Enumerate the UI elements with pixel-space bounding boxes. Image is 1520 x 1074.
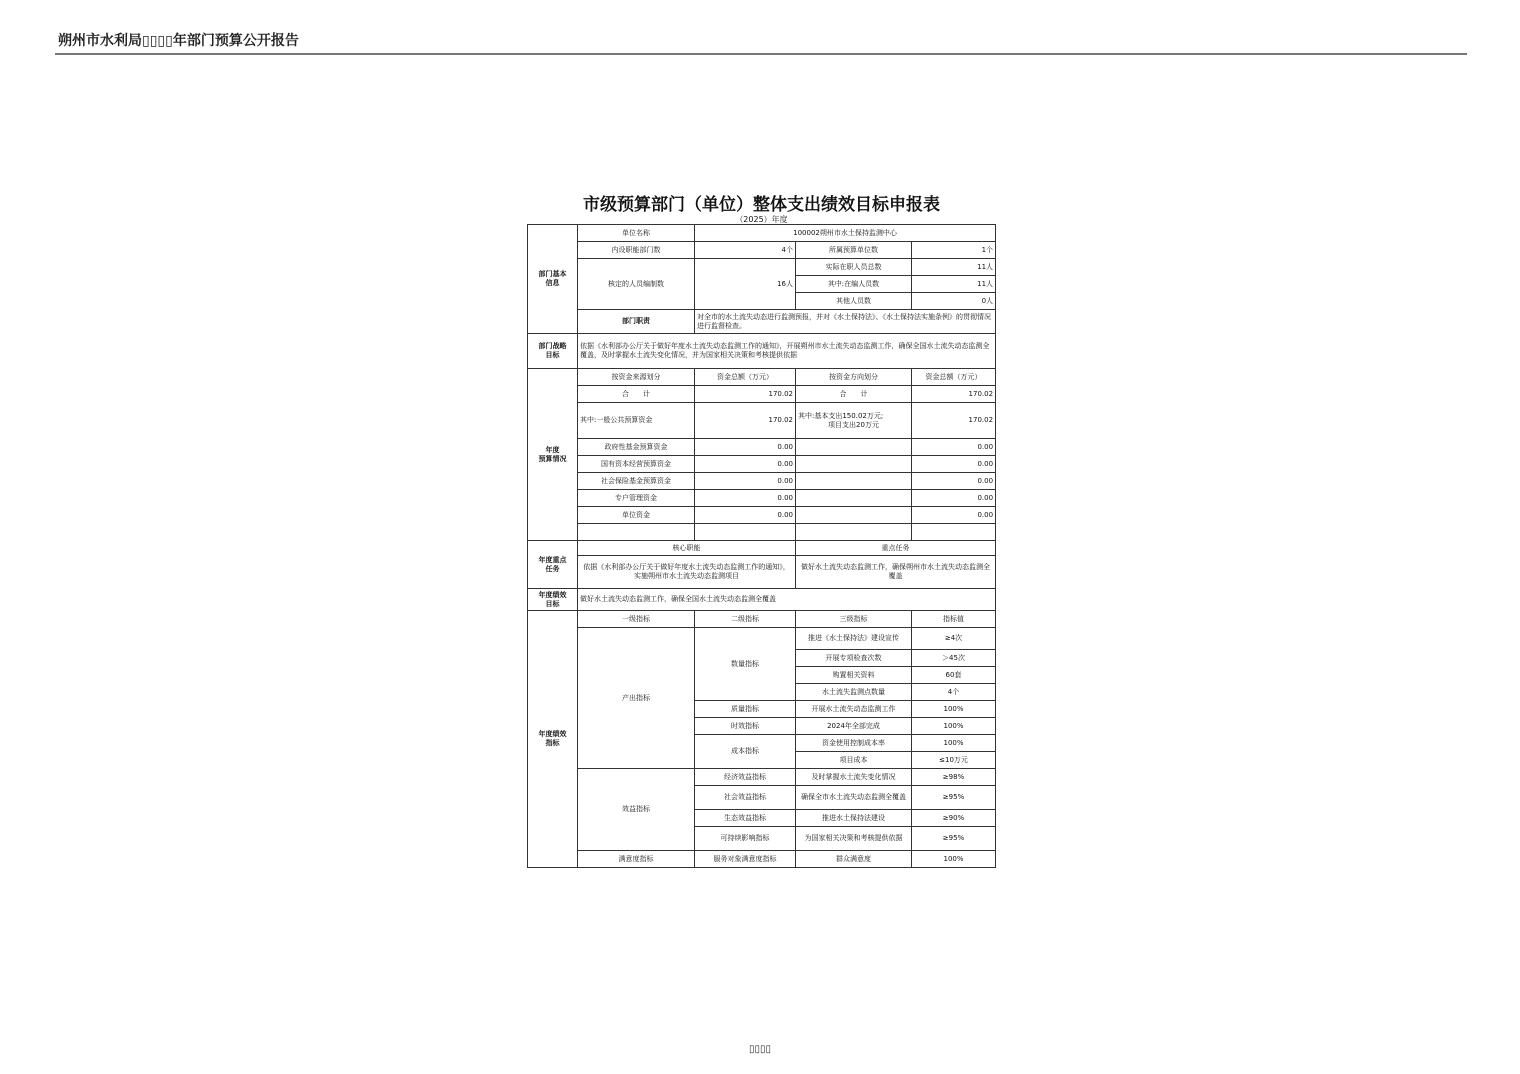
budget-header-source: 按资金来源划分 — [578, 369, 695, 386]
budget-row-value-2: 0.00 — [912, 456, 996, 473]
general-budget-label: 其中:一般公共预算资金 — [578, 403, 695, 439]
header-divider — [55, 53, 1467, 55]
staff-quota-value: 16人 — [695, 259, 796, 310]
table-row — [528, 524, 996, 541]
budget-row-value-2 — [912, 524, 996, 541]
report-header-title: 朔州市水利局▯▯▯▯年部门预算公开报告 — [58, 33, 299, 49]
page-number: ▯▯▯▯ — [748, 1044, 771, 1055]
budget-header-amount-2: 资金总额（万元） — [912, 369, 996, 386]
indicator-name: 开展水土流失动态监测工作 — [796, 701, 912, 718]
budget-row-empty — [796, 524, 912, 541]
basic-info-label: 部门基本 信息 — [528, 225, 578, 334]
performance-target-table — [527, 224, 996, 868]
timeliness-indicator-label: 时效指标 — [695, 718, 796, 735]
internal-dept-label: 内设职能部门数 — [578, 242, 695, 259]
general-budget-value: 170.02 — [695, 403, 796, 439]
table-row — [528, 259, 996, 276]
satisfaction-indicator-label: 满意度指标 — [578, 851, 695, 868]
table-row — [528, 490, 996, 507]
table-row — [528, 439, 996, 456]
indicator-name: 及时掌握水土流失变化情况 — [796, 769, 912, 786]
budget-row-empty — [796, 456, 912, 473]
basic-expense-text: 其中:基本支出150.02万元; — [798, 411, 884, 420]
key-task-header: 重点任务 — [796, 541, 996, 556]
unit-name-value: 100002朔州市水土保持监测中心 — [695, 225, 996, 242]
budget-row-value-2: 0.00 — [912, 473, 996, 490]
indicator-name: 资金使用控制成本率 — [796, 735, 912, 752]
goal-label: 年度绩效 目标 — [528, 589, 578, 611]
indicator-value: ≥95% — [912, 786, 996, 810]
core-function-text: 依据《水利部办公厅关于做好年度水土流失动态监测工作的通知》，实施朔州市水土流失动态监测项目 — [578, 556, 796, 589]
indicator-level2: 服务对象满意度指标 — [695, 851, 796, 868]
indicator-value: ≥95% — [912, 827, 996, 851]
actual-staff-label: 实际在职人员总数 — [796, 259, 912, 276]
budget-row-value: 0.00 — [695, 456, 796, 473]
budget-row-empty — [796, 473, 912, 490]
indicator-level2: 可持续影响指标 — [695, 827, 796, 851]
sub-units-label: 所属预算单位数 — [796, 242, 912, 259]
table-row — [528, 769, 996, 786]
table-row — [528, 386, 996, 403]
tasks-label: 年度重点 任务 — [528, 541, 578, 589]
table-row — [528, 589, 996, 611]
indicator-value: ≥98% — [912, 769, 996, 786]
indicators-label: 年度绩效 指标 — [528, 611, 578, 868]
table-row — [528, 242, 996, 259]
sub-units-value: 1个 — [912, 242, 996, 259]
duty-label: 部门职责 — [578, 310, 695, 334]
benefit-indicator-label: 效益指标 — [578, 769, 695, 851]
table-row — [528, 310, 996, 334]
budget-row-value: 0.00 — [695, 490, 796, 507]
budget-row-value: 0.00 — [695, 439, 796, 456]
table-row — [528, 369, 996, 386]
budget-row-value-2: 0.00 — [912, 439, 996, 456]
indicator-header-level2: 二级指标 — [695, 611, 796, 628]
indicator-header-level3: 三级指标 — [796, 611, 912, 628]
form-year: （2025）年度 — [735, 215, 788, 224]
indicator-value: 100% — [912, 718, 996, 735]
indicator-value: ＞45次 — [912, 650, 996, 667]
budget-total-value-2: 170.02 — [912, 386, 996, 403]
table-row — [528, 611, 996, 628]
budget-total-label-2: 合 计 — [796, 386, 912, 403]
staff-quota-label: 核定的人员编制数 — [578, 259, 695, 310]
budget-row-empty — [796, 507, 912, 524]
table-row — [528, 507, 996, 524]
table-row — [528, 403, 996, 439]
table-row — [528, 556, 996, 589]
budget-label: 年度 预算情况 — [528, 369, 578, 541]
indicator-name: 项目成本 — [796, 752, 912, 769]
budget-total-label: 合 计 — [578, 386, 695, 403]
indicator-value: ≤10万元 — [912, 752, 996, 769]
key-task-text: 做好水土流失动态监测工作，确保朔州市水土流失动态监测全覆盖 — [796, 556, 996, 589]
indicator-name: 2024年全部完成 — [796, 718, 912, 735]
indicator-value: 100% — [912, 735, 996, 752]
indicator-name: 为国家相关决策和考核提供依据 — [796, 827, 912, 851]
budget-row-label: 政府性基金预算资金 — [578, 439, 695, 456]
goal-text: 做好水土流失动态监测工作，确保全国水土流失动态监测全覆盖 — [578, 589, 996, 611]
strategy-label: 部门战略 目标 — [528, 334, 578, 369]
table-row — [528, 473, 996, 490]
indicator-name: 水土流失监测点数量 — [796, 684, 912, 701]
indicator-value: ≥90% — [912, 810, 996, 827]
budget-row-label: 社会保险基金预算资金 — [578, 473, 695, 490]
budget-row-value: 0.00 — [695, 507, 796, 524]
in-quota-label: 其中:在编人员数 — [796, 276, 912, 293]
budget-row-value — [695, 524, 796, 541]
unit-name-label: 单位名称 — [578, 225, 695, 242]
other-staff-label: 其他人员数 — [796, 293, 912, 310]
internal-dept-value: 4个 — [695, 242, 796, 259]
form-title: 市级预算部门（单位）整体支出绩效目标申报表 — [583, 195, 940, 215]
indicator-name: 开展专项检查次数 — [796, 650, 912, 667]
indicator-value: 4个 — [912, 684, 996, 701]
table-row — [528, 456, 996, 473]
budget-row-label — [578, 524, 695, 541]
budget-row-empty — [796, 490, 912, 507]
indicator-name: 群众满意度 — [796, 851, 912, 868]
budget-total-value: 170.02 — [695, 386, 796, 403]
budget-direction-text — [796, 403, 912, 439]
indicator-value: 100% — [912, 701, 996, 718]
indicator-name: 推进水土保持法建设 — [796, 810, 912, 827]
indicator-level2: 社会效益指标 — [695, 786, 796, 810]
budget-header-direction: 按资金方向划分 — [796, 369, 912, 386]
table-row — [528, 628, 996, 650]
indicator-name: 推进《水土保持法》建设宣传 — [796, 628, 912, 650]
project-expense-text: 项目支出20万元 — [828, 420, 879, 429]
budget-row-label: 专户管理资金 — [578, 490, 695, 507]
indicator-value: 60套 — [912, 667, 996, 684]
budget-row-label: 国有资本经营预算资金 — [578, 456, 695, 473]
output-indicator-label: 产出指标 — [578, 628, 695, 769]
table-row — [528, 541, 996, 556]
in-quota-value: 11人 — [912, 276, 996, 293]
budget-row-value: 0.00 — [695, 473, 796, 490]
indicator-name: 购置相关资料 — [796, 667, 912, 684]
indicator-level2: 经济效益指标 — [695, 769, 796, 786]
indicator-level2: 生态效益指标 — [695, 810, 796, 827]
duty-text: 对全市的水土流失动态进行监测预报，并对《水土保持法》、《水土保持法实施条例》的贯彻情况进行监督检查。 — [695, 310, 996, 334]
actual-staff-value: 11人 — [912, 259, 996, 276]
core-function-header: 核心职能 — [578, 541, 796, 556]
quality-indicator-label: 质量指标 — [695, 701, 796, 718]
budget-row-empty — [796, 439, 912, 456]
indicator-name: 确保全市水土流失动态监测全覆盖 — [796, 786, 912, 810]
budget-header-amount: 资金总额（万元） — [695, 369, 796, 386]
budget-row-label: 单位资金 — [578, 507, 695, 524]
strategy-text: 依据《水利部办公厅关于做好年度水土流失动态监测工作的通知》，开展朔州市水土流失动态监测工作，确保全国水土流失动态监测全覆盖，及时掌握水土流失变化情况，并为国家相关决策和考核提供依据 — [578, 334, 996, 369]
indicator-value: ≥4次 — [912, 628, 996, 650]
cost-indicator-label: 成本指标 — [695, 735, 796, 769]
budget-row-value-2: 0.00 — [912, 507, 996, 524]
indicator-header-level1: 一级指标 — [578, 611, 695, 628]
budget-direction-value: 170.02 — [912, 403, 996, 439]
table-row — [528, 851, 996, 868]
table-row — [528, 225, 996, 242]
table-row — [528, 334, 996, 369]
indicator-value: 100% — [912, 851, 996, 868]
quantity-indicator-label: 数量指标 — [695, 628, 796, 701]
other-staff-value: 0人 — [912, 293, 996, 310]
indicator-header-value: 指标值 — [912, 611, 996, 628]
budget-row-value-2: 0.00 — [912, 490, 996, 507]
